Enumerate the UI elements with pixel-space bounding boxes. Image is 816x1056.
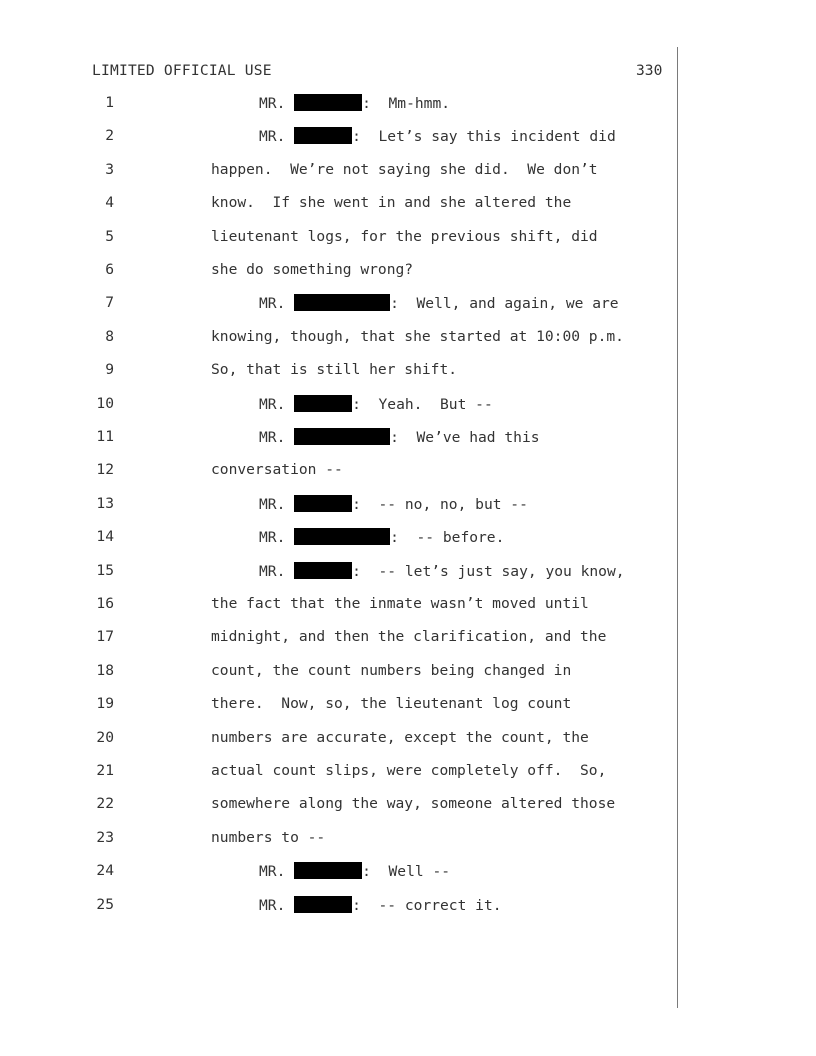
speaker-title: MR. [259,95,286,112]
line-number: 2 [105,127,114,145]
redaction-box [294,562,352,579]
transcript-line [0,428,816,448]
speaker-line [259,428,540,446]
line-number: 23 [96,828,114,846]
line-number: 12 [96,461,114,479]
continuation-text: numbers to -- [211,828,326,846]
line-number: 3 [105,160,114,178]
continuation-text: knowing, though, that she started at 10:00 p.m. [211,327,624,345]
transcript-line [0,729,816,749]
redaction-box [294,395,352,412]
speaker-line [259,862,450,880]
classification-header: LIMITED OFFICIAL USE [92,62,272,79]
spoken-text: : -- let’s just say, you know, [352,562,625,580]
redaction-box [294,94,362,111]
speaker-title: MR. [259,429,286,446]
spoken-text: : Let’s say this incident did [352,128,616,146]
speaker-line [259,562,625,580]
spoken-text: : Mm-hmm. [362,95,451,112]
transcript-line [0,862,816,882]
speaker-line [259,294,619,312]
transcript-line [0,294,816,314]
line-number: 13 [96,494,114,512]
transcript-line [0,261,816,281]
transcript-line [0,228,816,248]
speaker-title: MR. [259,529,286,547]
speaker-line [259,395,493,413]
transcript-line [0,495,816,515]
speaker-title: MR. [259,495,286,513]
line-number: 8 [105,327,114,345]
speaker-title: MR. [259,395,286,413]
line-number: 22 [96,795,114,813]
line-number: 5 [105,227,114,245]
line-number: 18 [96,661,114,679]
line-number: 6 [105,261,114,278]
spoken-text: : -- no, no, but -- [352,495,528,513]
continuation-text: actual count slips, were completely off. So, [211,762,607,779]
transcript-line [0,94,816,114]
transcript-line [0,361,816,381]
transcript-line [0,628,816,648]
line-number: 19 [96,695,114,713]
page-number: 330 [636,62,663,79]
continuation-text: conversation -- [211,461,343,479]
line-number: 10 [96,394,114,412]
spoken-text: : -- correct it. [352,896,502,914]
speaker-title: MR. [259,295,286,313]
spoken-text: : Well -- [362,863,451,881]
spoken-text: : Yeah. But -- [352,395,493,413]
spoken-text: : We’ve had this [390,429,540,446]
line-number: 7 [105,294,114,312]
line-number: 1 [105,94,114,111]
continuation-text: numbers are accurate, except the count, the [211,728,589,746]
redaction-box [294,495,352,512]
speaker-title: MR. [259,863,286,881]
continuation-text: happen. We’re not saying she did. We don’t [211,160,598,178]
transcript-line [0,795,816,815]
line-number: 15 [96,561,114,579]
transcript-line [0,194,816,214]
transcript-line [0,161,816,181]
transcript-line [0,127,816,147]
redaction-box [294,896,352,913]
transcript-line [0,328,816,348]
transcript-line [0,762,816,782]
transcript-line [0,395,816,415]
continuation-text: somewhere along the way, someone altered those [211,795,616,813]
continuation-text: lieutenant logs, for the previous shift, did [211,227,598,245]
speaker-title: MR. [259,896,286,914]
redaction-box [294,428,390,445]
continuation-text: she do something wrong? [211,261,414,278]
speaker-line [259,495,528,513]
line-number: 20 [96,728,114,746]
line-number: 11 [96,428,114,445]
speaker-title: MR. [259,128,286,146]
redaction-box [294,862,362,879]
continuation-text: there. Now, so, the lieutenant log count [211,695,572,713]
transcript-line [0,461,816,481]
speaker-line [259,94,450,112]
line-number: 9 [105,361,114,379]
continuation-text: the fact that the inmate wasn’t moved until [211,595,589,612]
transcript-line [0,896,816,916]
speaker-line [259,896,502,914]
line-number: 16 [96,595,114,612]
line-number: 4 [105,194,114,212]
speaker-title: MR. [259,562,286,580]
transcript-line [0,662,816,682]
line-number: 25 [96,895,114,913]
continuation-text: know. If she went in and she altered the [211,194,572,212]
continuation-text: midnight, and then the clarification, and the [211,628,607,646]
line-number: 17 [96,628,114,646]
speaker-line [259,528,504,546]
speaker-line [259,127,616,145]
redaction-box [294,528,390,545]
continuation-text: count, the count numbers being changed in [211,661,572,679]
transcript-line [0,528,816,548]
redaction-box [294,294,390,311]
spoken-text: : Well, and again, we are [390,295,619,313]
transcript-line [0,562,816,582]
transcript-line [0,829,816,849]
transcript-line [0,695,816,715]
line-number: 24 [96,862,114,880]
continuation-text: So, that is still her shift. [211,361,458,379]
transcript-line [0,595,816,615]
spoken-text: : -- before. [390,529,505,547]
redaction-box [294,127,352,144]
line-number: 21 [96,762,114,779]
line-number: 14 [96,528,114,546]
